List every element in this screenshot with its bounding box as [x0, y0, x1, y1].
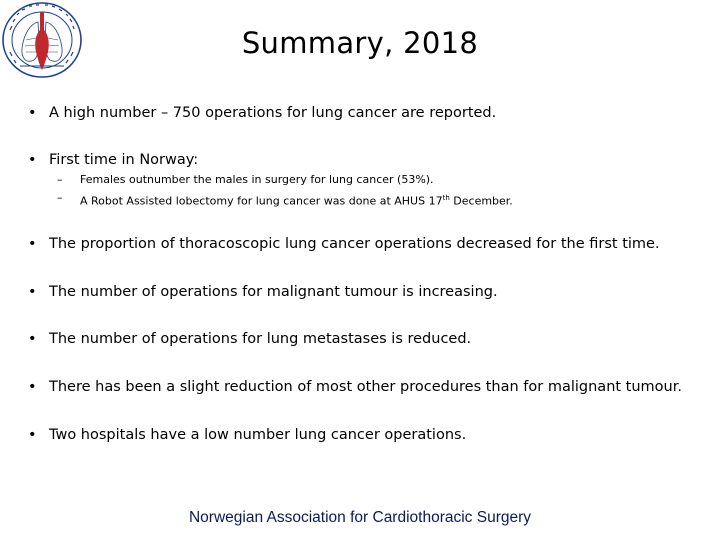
slide-title: Summary, 2018 [241, 26, 479, 60]
bullet-text: First time in Norway: [49, 152, 199, 168]
bullet-text: The number of operations for malignant tumour is increasing. [49, 284, 498, 300]
bullet-text: There has been a slight reduction of most other procedures than for malignant tumour. [49, 379, 682, 395]
footer-organization: Norwegian Association for Cardiothoracic Surgery [188, 509, 532, 526]
sub-bullet-text: A Robot Assisted lobectomy for lung cancer was done at AHUS 17th December. [80, 194, 513, 208]
bullet-text: The proportion of thoracoscopic lung cancer operations decreased for the first time. [49, 236, 660, 252]
bullet-text: A high number – 750 operations for lung cancer are reported. [49, 105, 497, 121]
bullet-marker: • [28, 236, 37, 252]
bullet-marker: • [28, 379, 37, 395]
bullet-marker: • [28, 284, 37, 300]
sub-bullet-marker: – [57, 173, 63, 186]
bullet-text: The number of operations for lung metastases is reduced. [49, 331, 472, 347]
sub-bullet-text: Females outnumber the males in surgery for lung cancer (53%). [80, 173, 434, 186]
ordinal-suffix: th [442, 194, 450, 202]
sub-bullet-marker: – [57, 191, 63, 204]
bullet-marker: • [28, 331, 37, 347]
bullet-marker: • [28, 427, 37, 443]
bullet-text: Two hospitals have a low number lung cancer operations. [49, 427, 467, 443]
bullet-marker: • [28, 152, 37, 168]
bullet-marker: • [28, 105, 37, 121]
